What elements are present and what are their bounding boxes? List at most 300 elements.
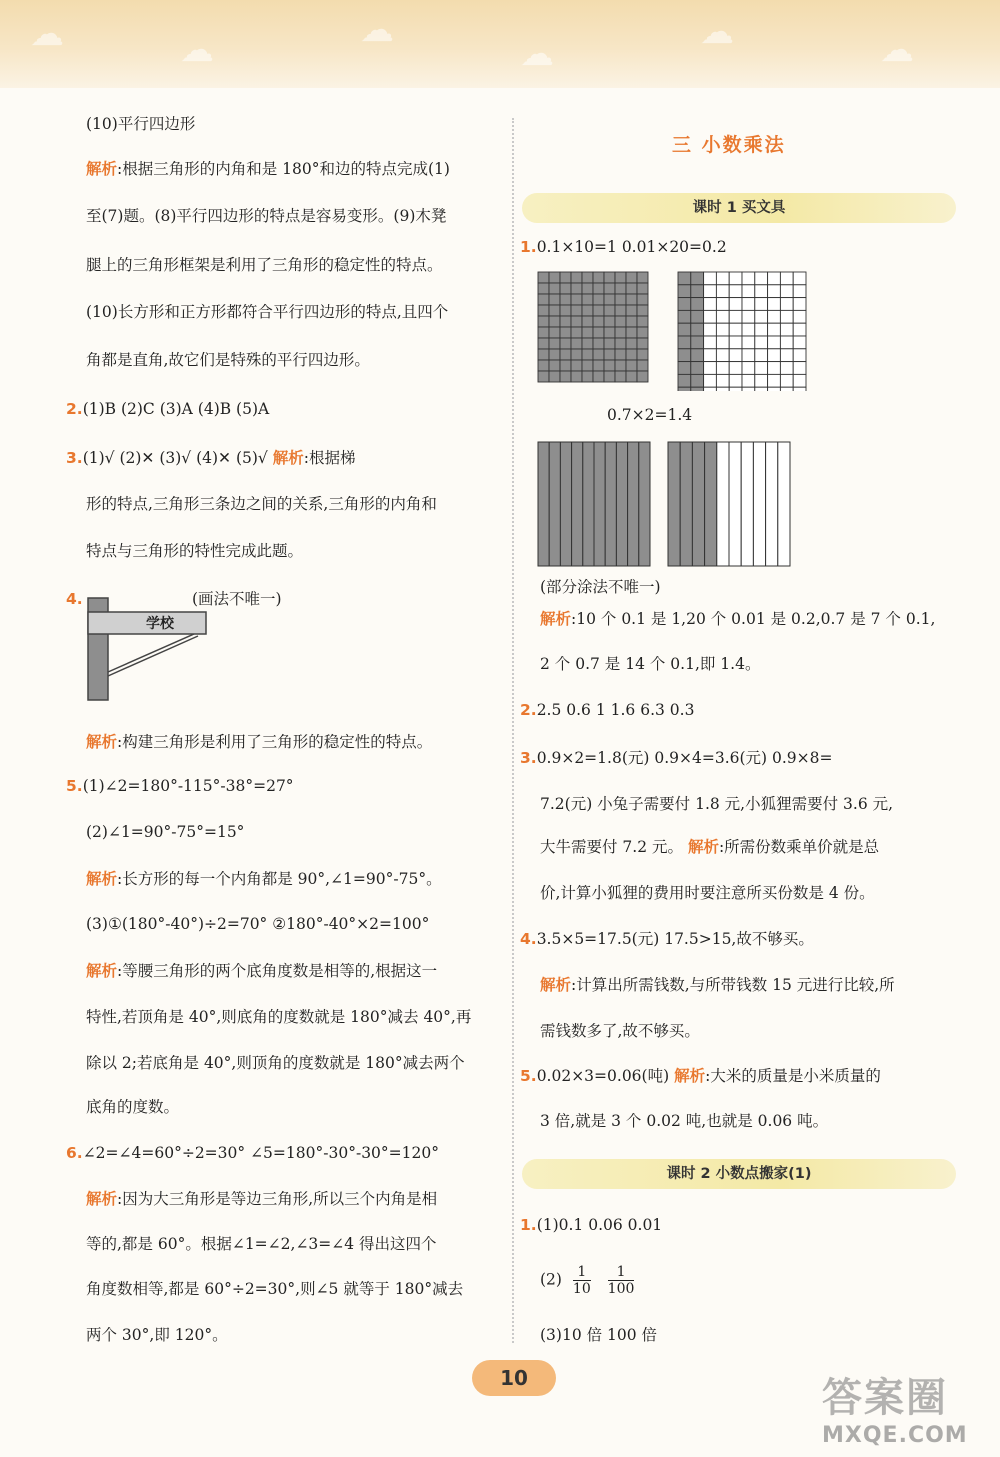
grid-cell bbox=[742, 336, 755, 349]
grid-cell bbox=[755, 362, 768, 375]
fraction: $\frac{1}{10}$ bbox=[572, 1264, 591, 1297]
answer-text: (部分涂法不唯一) bbox=[540, 578, 661, 596]
grid-cell-shaded bbox=[538, 360, 549, 371]
analysis-text: :根据三角形的内角和是 180°和边的特点完成(1) bbox=[117, 160, 450, 178]
question-number: 5. bbox=[520, 1067, 537, 1085]
grid-cell-shaded bbox=[549, 360, 560, 371]
analysis-text: :所需份数乘单价就是总 bbox=[718, 838, 880, 856]
grid-cell bbox=[780, 349, 793, 362]
grid-cell-shaded bbox=[615, 327, 626, 338]
strip bbox=[753, 442, 765, 566]
grid-cell-shaded bbox=[615, 338, 626, 349]
grid-cell-shaded bbox=[637, 360, 648, 371]
grid-cell bbox=[780, 387, 793, 391]
grid-cell-shaded bbox=[560, 360, 571, 371]
chapter-title: 三 小数乘法 bbox=[672, 134, 786, 156]
grid-cell-shaded bbox=[593, 327, 604, 338]
grid-cell-shaded bbox=[626, 305, 637, 316]
grid-cell-shaded bbox=[626, 283, 637, 294]
answer-text: ∠2=∠4=60°÷2=30° ∠5=180°-30°-30°=120° bbox=[82, 1144, 439, 1162]
grid-cell bbox=[704, 310, 717, 323]
grid-cell bbox=[729, 374, 742, 387]
grid-cell-shaded bbox=[560, 316, 571, 327]
grid-cell bbox=[793, 298, 806, 311]
grid-cell-shaded bbox=[615, 349, 626, 360]
answer-text: (10)长方形和正方形都符合平行四边形的特点,且四个 bbox=[86, 303, 449, 321]
grid-cell-shaded bbox=[593, 305, 604, 316]
grid-cell bbox=[716, 336, 729, 349]
grid-cell-shaded bbox=[626, 349, 637, 360]
grid-cell-shaded bbox=[615, 305, 626, 316]
answer-line bbox=[86, 540, 303, 562]
analysis-label: 解析 bbox=[272, 449, 304, 467]
grid-cell bbox=[716, 310, 729, 323]
grid-cell bbox=[768, 323, 781, 336]
grid-cell-shaded bbox=[637, 338, 648, 349]
grid-cell-shaded bbox=[678, 272, 691, 285]
grid-cell bbox=[768, 285, 781, 298]
grid-cell-shaded bbox=[538, 283, 549, 294]
lesson-2-bar: 课时 2 小数点搬家(1) bbox=[522, 1159, 956, 1189]
answer-text: 0.7×2=1.4 bbox=[607, 406, 693, 424]
answer-line bbox=[520, 1214, 662, 1236]
grid-cell-shaded bbox=[549, 371, 560, 382]
answer-line bbox=[540, 836, 879, 858]
grid-cell bbox=[704, 374, 717, 387]
answer-line bbox=[86, 868, 442, 890]
grid-cell bbox=[729, 387, 742, 391]
grid-cell-shaded bbox=[691, 336, 704, 349]
analysis-label: 解析 bbox=[86, 962, 118, 980]
analysis-label: 解析 bbox=[86, 1190, 118, 1208]
grid-cell-shaded bbox=[549, 305, 560, 316]
answer-text: 7.2(元) 小兔子需要付 1.8 元,小狐狸需要付 3.6 元, bbox=[540, 795, 894, 813]
tenths-strips-right bbox=[667, 441, 791, 567]
strip-shaded bbox=[668, 442, 680, 566]
grid-cell-shaded bbox=[593, 371, 604, 382]
grid-cell-shaded bbox=[615, 371, 626, 382]
strip bbox=[741, 442, 753, 566]
answer-text: 2 个 0.7 是 14 个 0.1,即 1.4。 bbox=[540, 655, 761, 673]
answer-line bbox=[520, 1065, 881, 1087]
analysis-label: 解析 bbox=[540, 976, 572, 994]
grid-cell-shaded bbox=[560, 283, 571, 294]
grid-cell-shaded bbox=[691, 374, 704, 387]
grid-cell bbox=[768, 374, 781, 387]
grid-cell-shaded bbox=[691, 298, 704, 311]
grid-cell bbox=[793, 349, 806, 362]
grid-cell-shaded bbox=[604, 316, 615, 327]
grid-cell-shaded bbox=[626, 360, 637, 371]
question-number: 2. bbox=[520, 701, 537, 719]
analysis-label: 解析 bbox=[687, 838, 719, 856]
answer-text: (10)平行四边形 bbox=[86, 115, 196, 133]
strip-shaded bbox=[583, 442, 594, 566]
grid-cell bbox=[729, 285, 742, 298]
grid-cell bbox=[742, 362, 755, 375]
grid-cell bbox=[716, 285, 729, 298]
grid-cell bbox=[755, 310, 768, 323]
grid-cell bbox=[755, 323, 768, 336]
grid-cell-shaded bbox=[549, 316, 560, 327]
answer-text: 两个 30°,即 120°。 bbox=[86, 1326, 228, 1344]
grid-cell-shaded bbox=[678, 349, 691, 362]
grid-cell-shaded bbox=[538, 371, 549, 382]
grid-cell-shaded bbox=[691, 362, 704, 375]
grid-cell-shaded bbox=[549, 272, 560, 283]
answer-text: 3 倍,就是 3 个 0.02 吨,也就是 0.06 吨。 bbox=[540, 1112, 829, 1130]
grid-cell bbox=[716, 387, 729, 391]
lesson-1-bar: 课时 1 买文具 bbox=[522, 193, 956, 223]
grid-cell bbox=[755, 298, 768, 311]
grid-cell-shaded bbox=[593, 283, 604, 294]
fraction-answers bbox=[540, 1264, 640, 1300]
answer-text: (3)10 倍 100 倍 bbox=[540, 1326, 658, 1344]
grid-cell-shaded bbox=[571, 294, 582, 305]
grid-cell bbox=[780, 298, 793, 311]
grid-cell-shaded bbox=[615, 272, 626, 283]
answer-line bbox=[607, 404, 692, 426]
answer-line bbox=[520, 928, 814, 950]
grid-cell bbox=[704, 362, 717, 375]
answer-text: 腿上的三角形框架是利用了三角形的稳定性的特点。 bbox=[86, 256, 443, 274]
grid-cell bbox=[742, 374, 755, 387]
grid-cell bbox=[704, 387, 717, 391]
answer-text: 价,计算小狐狸的费用时要注意所买份数是 4 份。 bbox=[540, 884, 875, 902]
grid-cell-shaded bbox=[582, 360, 593, 371]
answer-text: 特点与三角形的特性完成此题。 bbox=[86, 542, 304, 560]
answer-text: 角都是直角,故它们是特殊的平行四边形。 bbox=[86, 351, 370, 369]
question-number: 6. bbox=[66, 1144, 83, 1162]
analysis-label: 解析 bbox=[86, 160, 118, 178]
grid-cell-shaded bbox=[582, 316, 593, 327]
grid-cell bbox=[780, 310, 793, 323]
grid-cell-shaded bbox=[593, 316, 604, 327]
grid-cell-shaded bbox=[691, 310, 704, 323]
grid-cell-shaded bbox=[604, 283, 615, 294]
strip-shaded bbox=[572, 442, 583, 566]
strip-shaded bbox=[628, 442, 639, 566]
answer-text: 需钱数多了,故不够买。 bbox=[540, 1022, 700, 1040]
answer-line bbox=[86, 205, 446, 227]
question-number: 5. bbox=[66, 777, 83, 795]
analysis-text: :构建三角形是利用了三角形的稳定性的特点。 bbox=[117, 733, 433, 751]
grid-cell-shaded bbox=[582, 371, 593, 382]
grid-cell-shaded bbox=[678, 298, 691, 311]
answer-line bbox=[86, 158, 450, 180]
analysis-label: 解析 bbox=[86, 870, 118, 888]
answer-text: 0.02×3=0.06(吨) bbox=[536, 1067, 675, 1085]
grid-cell bbox=[768, 272, 781, 285]
strip-shaded bbox=[560, 442, 571, 566]
grid-cell bbox=[729, 298, 742, 311]
grid-cell bbox=[780, 285, 793, 298]
answer-line bbox=[86, 1233, 437, 1255]
grid-cell-shaded bbox=[571, 272, 582, 283]
analysis-text: :10 个 0.1 是 1,20 个 0.01 是 0.2,0.7 是 7 个 0.1, bbox=[571, 610, 936, 628]
answer-text: (2) bbox=[540, 1270, 562, 1289]
analysis-label: 解析 bbox=[674, 1067, 706, 1085]
answer-line bbox=[86, 821, 244, 843]
grid-cell bbox=[729, 323, 742, 336]
grid-cell-shaded bbox=[604, 338, 615, 349]
strip-shaded bbox=[549, 442, 560, 566]
strip bbox=[766, 442, 778, 566]
grid-cell bbox=[704, 336, 717, 349]
grid-cell-shaded bbox=[582, 305, 593, 316]
answer-line bbox=[540, 793, 893, 815]
analysis-label: 解析 bbox=[540, 610, 572, 628]
grid-cell-shaded bbox=[571, 327, 582, 338]
grid-cell-shaded bbox=[571, 371, 582, 382]
answer-text: 特性,若顶角是 40°,则底角的度数就是 180°减去 40°,再 bbox=[86, 1008, 472, 1026]
answer-text: 0.1×10=1 0.01×20=0.2 bbox=[536, 238, 727, 256]
answer-line bbox=[86, 113, 195, 135]
grid-cell bbox=[704, 298, 717, 311]
answer-line bbox=[86, 913, 429, 935]
grid-cell bbox=[716, 362, 729, 375]
grid-cell-shaded bbox=[560, 272, 571, 283]
watermark-logo: 答案圈 MXQE.COM bbox=[822, 1375, 968, 1448]
strip bbox=[717, 442, 729, 566]
answer-text: 除以 2;若底角是 40°,则顶角的度数就是 180°减去两个 bbox=[86, 1054, 465, 1072]
answer-text: 0.9×2=1.8(元) 0.9×4=3.6(元) 0.9×8= bbox=[536, 749, 833, 767]
grid-cell bbox=[755, 272, 768, 285]
grid-cell-shaded bbox=[691, 387, 704, 391]
grid-cell-shaded bbox=[691, 349, 704, 362]
question-number: 3. bbox=[66, 449, 83, 467]
grid-cell bbox=[729, 349, 742, 362]
cloud-icon: ☁ bbox=[360, 10, 394, 50]
cloud-icon: ☁ bbox=[30, 14, 64, 54]
grid-cell-shaded bbox=[582, 294, 593, 305]
answer-line bbox=[86, 1096, 179, 1118]
grid-cell-shaded bbox=[593, 294, 604, 305]
answer-line bbox=[520, 747, 833, 769]
grid-cell bbox=[768, 349, 781, 362]
answer-line bbox=[520, 699, 694, 721]
grid-cell-shaded bbox=[678, 336, 691, 349]
grid-cell-shaded bbox=[560, 305, 571, 316]
grid-cell-shaded bbox=[615, 283, 626, 294]
answer-line bbox=[540, 608, 935, 630]
answer-text: (2)∠1=90°-75°=15° bbox=[86, 823, 245, 841]
grid-cell bbox=[793, 310, 806, 323]
grid-cell-shaded bbox=[626, 316, 637, 327]
grid-cell bbox=[793, 323, 806, 336]
grid-cell-shaded bbox=[549, 349, 560, 360]
cloud-icon: ☁ bbox=[180, 30, 214, 70]
grid-cell bbox=[780, 374, 793, 387]
grid-cell-shaded bbox=[637, 283, 648, 294]
grid-cell bbox=[716, 272, 729, 285]
analysis-text: :长方形的每一个内角都是 90°,∠1=90°-75°。 bbox=[117, 870, 442, 888]
grid-cell-shaded bbox=[615, 360, 626, 371]
grid-cell bbox=[729, 272, 742, 285]
answer-line bbox=[520, 236, 727, 258]
answer-line bbox=[86, 731, 432, 753]
grid-cell-shaded bbox=[571, 360, 582, 371]
grid-cell bbox=[780, 336, 793, 349]
cloud-icon: ☁ bbox=[880, 30, 914, 70]
grid-cell-shaded bbox=[538, 294, 549, 305]
cloud-icon: ☁ bbox=[700, 12, 734, 52]
grid-cell bbox=[716, 349, 729, 362]
grid-cell bbox=[716, 298, 729, 311]
page-number: 10 bbox=[472, 1360, 556, 1396]
answer-line bbox=[540, 974, 895, 996]
grid-cell bbox=[742, 272, 755, 285]
grid-cell-shaded bbox=[571, 338, 582, 349]
grid-cell-shaded bbox=[615, 316, 626, 327]
grid-cell-shaded bbox=[538, 272, 549, 283]
grid-cell bbox=[755, 336, 768, 349]
grid-cell bbox=[755, 374, 768, 387]
answer-line bbox=[86, 349, 370, 371]
grid-cell-shaded bbox=[593, 349, 604, 360]
answer-line bbox=[86, 1006, 471, 1028]
grid-cell-shaded bbox=[626, 294, 637, 305]
q4-note: (画法不唯一) bbox=[192, 590, 282, 608]
answer-text: (1)0.1 0.06 0.01 bbox=[536, 1216, 663, 1234]
grid-cell-shaded bbox=[604, 371, 615, 382]
grid-cell bbox=[716, 374, 729, 387]
analysis-text: :根据梯 bbox=[303, 449, 356, 467]
grid-cell bbox=[704, 272, 717, 285]
grid-cell-shaded bbox=[571, 316, 582, 327]
question-number: 3. bbox=[520, 749, 537, 767]
grid-cell bbox=[742, 285, 755, 298]
grid-cell-shaded bbox=[604, 294, 615, 305]
grid-cell-shaded bbox=[582, 338, 593, 349]
grid-cell-shaded bbox=[678, 362, 691, 375]
strip-shaded bbox=[538, 442, 549, 566]
grid-cell-shaded bbox=[582, 327, 593, 338]
question-number: 4. bbox=[520, 930, 537, 948]
grid-cell-shaded bbox=[549, 283, 560, 294]
grid-cell-shaded bbox=[560, 371, 571, 382]
analysis-text: :大米的质量是小米质量的 bbox=[705, 1067, 881, 1085]
school-sign-text: 学校 bbox=[146, 616, 174, 632]
answer-line bbox=[86, 254, 443, 276]
grid-cell bbox=[742, 323, 755, 336]
grid-cell-shaded bbox=[691, 285, 704, 298]
grid-cell-shaded bbox=[582, 349, 593, 360]
grid-cell-shaded bbox=[582, 272, 593, 283]
grid-cell bbox=[755, 349, 768, 362]
tenths-strips-left bbox=[537, 441, 651, 567]
strip-shaded bbox=[639, 442, 650, 566]
answer-line bbox=[66, 398, 269, 420]
answer-line bbox=[66, 775, 294, 797]
answer-line bbox=[66, 588, 83, 610]
grid-cell-shaded bbox=[549, 327, 560, 338]
answer-text: (1)√ (2)✕ (3)√ (4)✕ (5)√ bbox=[82, 449, 273, 467]
grid-cell bbox=[793, 285, 806, 298]
grid-cell bbox=[793, 336, 806, 349]
grid-cell-shaded bbox=[560, 327, 571, 338]
grid-cell bbox=[742, 298, 755, 311]
grid-cell-shaded bbox=[571, 349, 582, 360]
question-number: 1. bbox=[520, 1216, 537, 1234]
grid-cell bbox=[729, 336, 742, 349]
strip bbox=[729, 442, 741, 566]
grid-cell-shaded bbox=[678, 285, 691, 298]
answer-text: 2.5 0.6 1 1.6 6.3 0.3 bbox=[536, 701, 695, 719]
answer-line bbox=[86, 1324, 228, 1346]
analysis-text: :因为大三角形是等边三角形,所以三个内角是相 bbox=[117, 1190, 438, 1208]
grid-cell-shaded bbox=[560, 349, 571, 360]
strip-shaded bbox=[594, 442, 605, 566]
strip-shaded bbox=[605, 442, 616, 566]
question-number: 4. bbox=[66, 590, 83, 608]
grid-cell-shaded bbox=[560, 294, 571, 305]
grid-cell-shaded bbox=[538, 327, 549, 338]
question-number: 1. bbox=[520, 238, 537, 256]
grid-cell-shaded bbox=[626, 338, 637, 349]
grid-cell bbox=[755, 387, 768, 391]
grid-cell-shaded bbox=[637, 305, 648, 316]
grid-cell-shaded bbox=[678, 310, 691, 323]
grid-cell-shaded bbox=[626, 272, 637, 283]
grid-cell-shaded bbox=[582, 283, 593, 294]
grid-cell-shaded bbox=[637, 371, 648, 382]
grid-cell bbox=[780, 362, 793, 375]
grid-cell bbox=[704, 323, 717, 336]
strip-shaded bbox=[692, 442, 704, 566]
grid-cell-shaded bbox=[678, 387, 691, 391]
grid-cell bbox=[793, 374, 806, 387]
strip-shaded bbox=[616, 442, 627, 566]
grid-cell-shaded bbox=[604, 305, 615, 316]
grid-cell-shaded bbox=[593, 272, 604, 283]
grid-cell-shaded bbox=[538, 305, 549, 316]
answer-line bbox=[86, 960, 437, 982]
answer-line bbox=[86, 1278, 463, 1300]
grid-cell-shaded bbox=[604, 272, 615, 283]
grid-cell-shaded bbox=[691, 272, 704, 285]
grid-cell-shaded bbox=[571, 283, 582, 294]
answer-text: 3.5×5=17.5(元) 17.5>15,故不够买。 bbox=[536, 930, 814, 948]
answer-line bbox=[540, 882, 875, 904]
grid-cell-shaded bbox=[678, 323, 691, 336]
fraction: $\frac{1}{100}$ bbox=[607, 1264, 635, 1297]
grid-cell-shaded bbox=[626, 327, 637, 338]
analysis-label: 解析 bbox=[86, 733, 118, 751]
answer-text: 至(7)题。(8)平行四边形的特点是容易变形。(9)木凳 bbox=[86, 207, 447, 225]
hundred-grid-left bbox=[537, 271, 649, 391]
grid-cell-shaded bbox=[538, 349, 549, 360]
grid-cell-shaded bbox=[593, 338, 604, 349]
answer-text: 形的特点,三角形三条边之间的关系,三角形的内角和 bbox=[86, 495, 437, 513]
grid-cell bbox=[729, 362, 742, 375]
answer-line bbox=[540, 1324, 657, 1346]
grid-cell bbox=[755, 285, 768, 298]
answer-line bbox=[86, 493, 437, 515]
analysis-text: :计算出所需钱数,与所带钱数 15 元进行比较,所 bbox=[571, 976, 895, 994]
answer-text: 大牛需要付 7.2 元。 bbox=[540, 838, 688, 856]
answer-text: 底角的度数。 bbox=[86, 1098, 180, 1116]
question-number: 2. bbox=[66, 400, 83, 418]
grid-cell-shaded bbox=[626, 371, 637, 382]
grid-cell bbox=[780, 272, 793, 285]
answer-text: 角度数相等,都是 60°÷2=30°,则∠5 就等于 180°减去 bbox=[86, 1280, 464, 1298]
grid-cell-shaded bbox=[637, 349, 648, 360]
grid-cell bbox=[768, 387, 781, 391]
answer-line bbox=[540, 1020, 700, 1042]
grid-cell bbox=[704, 349, 717, 362]
answer-line bbox=[66, 1142, 439, 1164]
